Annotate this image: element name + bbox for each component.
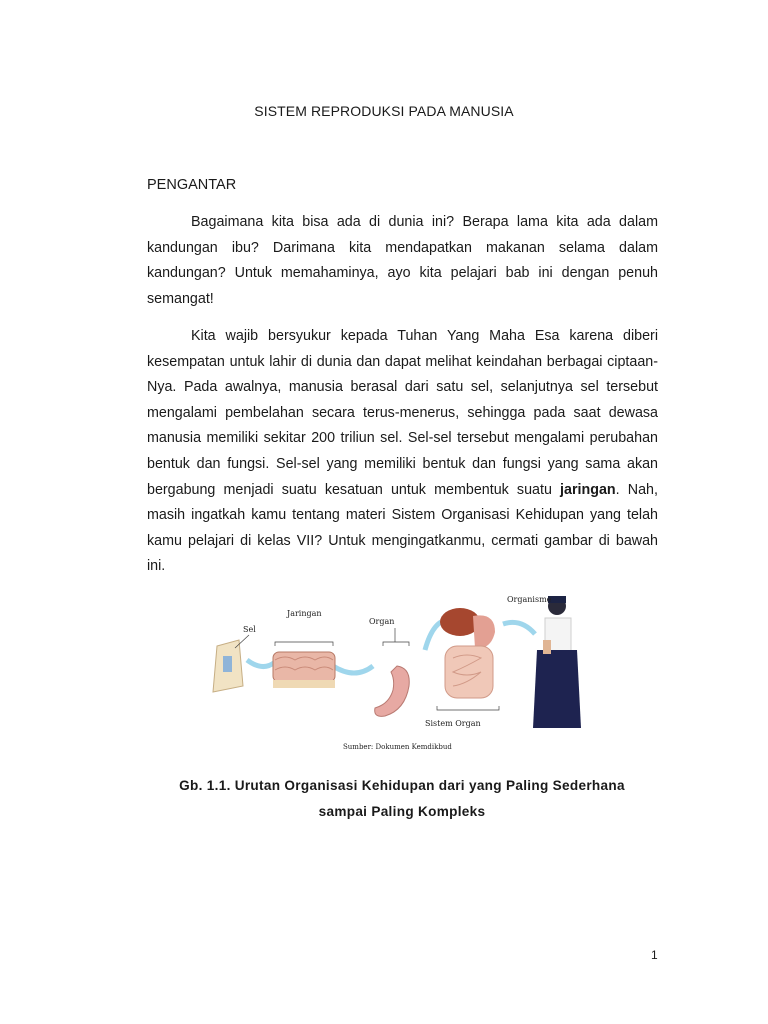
term-jaringan: jaringan — [560, 481, 616, 498]
arrow-organ-sistem — [425, 622, 441, 650]
document-title: SISTEM REPRODUKSI PADA MANUSIA — [254, 103, 514, 119]
paragraph-body-text-a: Kita wajib bersyukur kepada Tuhan Yang Maha Esa karena diberi kesempatan untuk lahir di dunia dan dapat melihat keindahan berbagai ciptaan-Nya. Pada awalnya, manusia berasal dari satu sel, selanjutnya sel tersebut mengalami pembelahan secara terus-menerus, sehingga pada saat dewasa manusia memiliki sekitar 200 triliun sel. Sel-sel tersebut mengalami perubahan bentuk dan fungsi. Sel-sel yang memiliki bentuk dan fungsi yang sama akan bergabung menjadi suatu kesatuan untuk membentuk suatu — [147, 328, 658, 498]
label-sel: Sel — [243, 625, 256, 634]
organization-figure — [205, 588, 595, 756]
figure-caption — [0, 773, 768, 825]
paragraph-intro-text: Bagaimana kita bisa ada di dunia ini? Berapa lama kita ada dalam kandungan ibu? Darimana kita mendapatkan makanan selama dalam kandungan? Untuk memahaminya, ayo kita pelajari bab ini dengan penuh semangat! — [147, 214, 658, 307]
organization-diagram — [205, 588, 595, 756]
sel-illustration — [213, 640, 243, 692]
organ-illustration — [375, 666, 410, 716]
label-jaringan: Jaringan — [287, 609, 322, 618]
page-number: 1 — [651, 948, 658, 962]
organisme-illustration — [533, 596, 581, 728]
arrow-jaringan-organ — [333, 666, 373, 673]
caption-line-1: Gb. 1.1. Urutan Organisasi Kehidupan dari yang Paling Sederhana — [179, 778, 625, 793]
paragraph-intro — [147, 210, 658, 312]
paragraph-body-text-b: . Nah, masih ingatkah kamu tentang materi Sistem Organisasi Kehidupan yang telah kamu pelajari di kelas VII? Untuk mengingatkanmu, cermati gambar di bawah ini. — [147, 481, 658, 575]
arrow-sistem-organisme — [503, 622, 535, 634]
jaringan-illustration — [273, 652, 335, 688]
sistem-organ-illustration — [440, 608, 495, 698]
label-organ: Organ — [369, 617, 395, 626]
label-organisme: Organisme — [507, 595, 552, 604]
figure-source: Sumber: Dokumen Kemdikbud — [343, 743, 452, 751]
arrow-sel-jaringan — [247, 660, 275, 667]
caption-line-2: sampai Paling Kompleks — [318, 804, 486, 819]
section-heading: PENGANTAR — [147, 177, 237, 193]
paragraph-body — [147, 324, 658, 580]
label-sistem-organ: Sistem Organ — [425, 719, 481, 728]
